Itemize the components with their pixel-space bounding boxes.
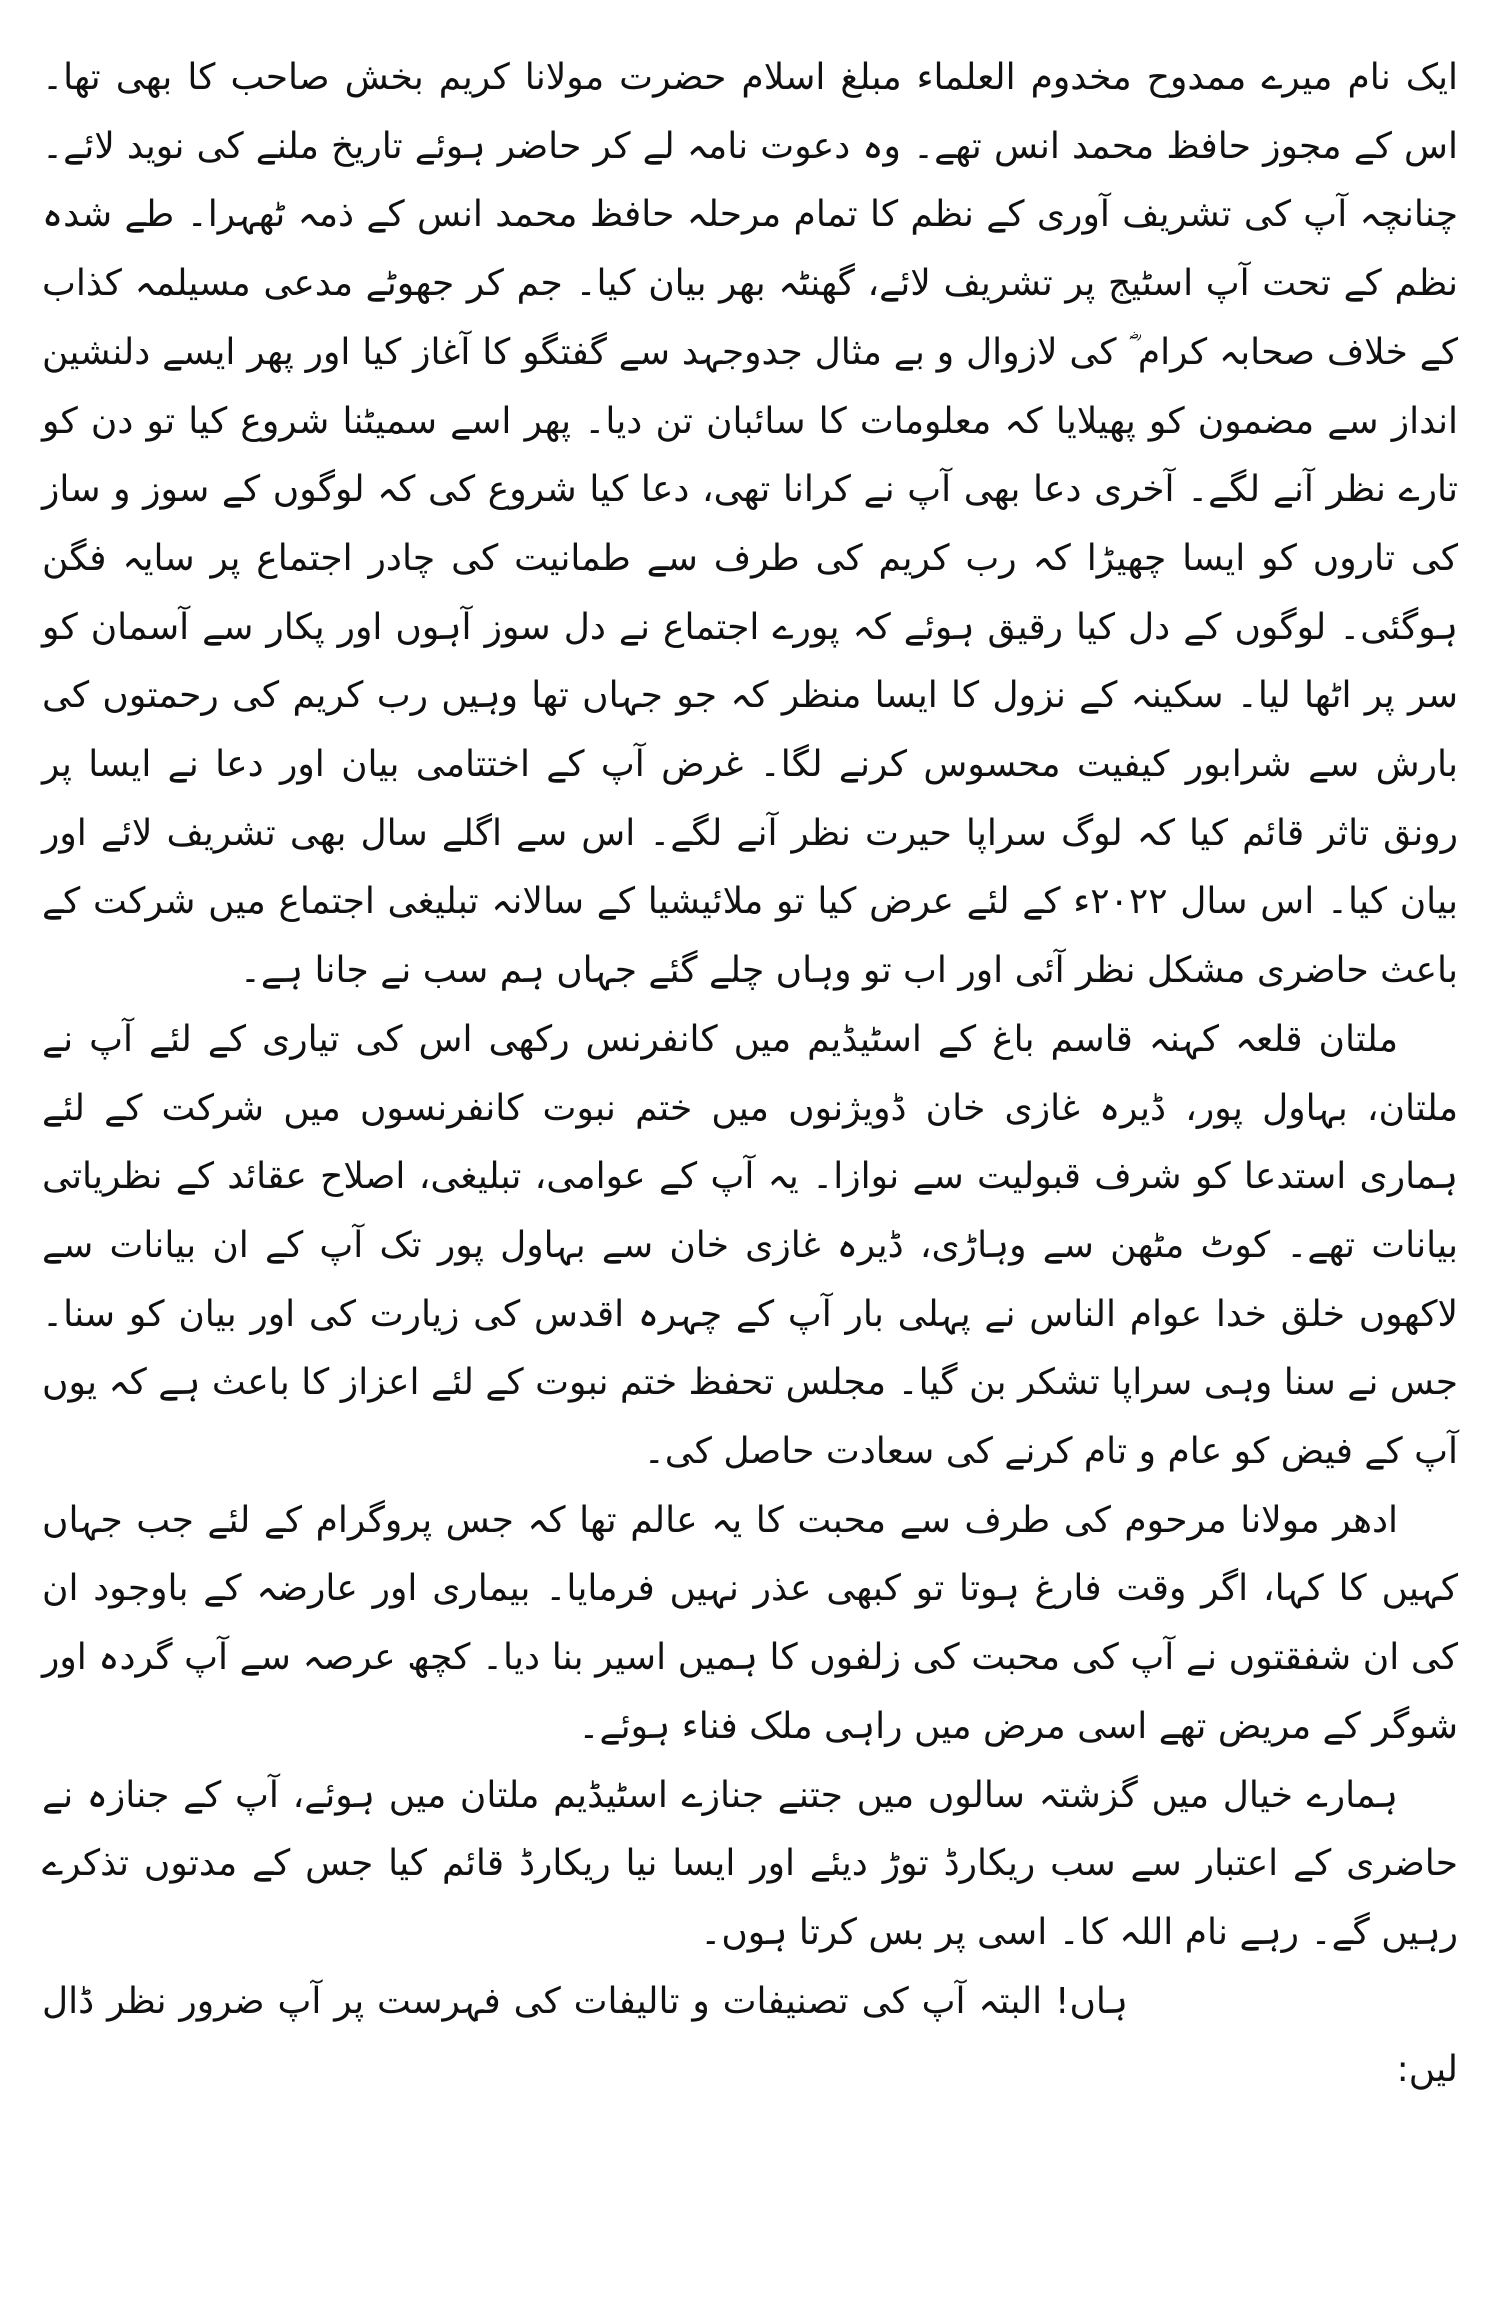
paragraph-works-list-intro: ہاں! البتہ آپ کی تصنیفات و تالیفات کی فہرست پر آپ ضرور نظر ڈال لیں: bbox=[42, 1980, 1458, 2091]
paragraph-affection: ادھر مولانا مرحوم کی طرف سے محبت کا یہ عالم تھا کہ جس پروگرام کے لئے جب جہاں کہیں کا کہا، اگر وقت فارغ ہوتا تو کبھی عذر نہیں فرمایا۔ بیماری اور عارضہ کے باوجود ان کی ان شفقتوں نے آپ کی محبت کی زلفوں کا ہمیں اسیر بنا دیا۔ کچھ عرصہ سے آپ گردہ اور شوگر کے مریض تھے اسی مرض میں راہی ملک فناء ہوئے۔ bbox=[42, 1499, 1458, 1747]
paragraph-funeral: ہمارے خیال میں گزشتہ سالوں میں جتنے جنازے اسٹیڈیم ملتان میں ہوئے، آپ کے جنازہ نے حاضری کے اعتبار سے سب ریکارڈ توڑ دیئے اور ایسا نیا ریکارڈ قائم کیا جس کے مدتوں تذکرے رہیں گے۔ رہے نام اللہ کا۔ اسی پر بس کرتا ہوں۔ bbox=[42, 1774, 1458, 1953]
paragraph-multan-conference: ملتان قلعہ کہنہ قاسم باغ کے اسٹیڈیم میں کانفرنس رکھی اس کی تیاری کے لئے آپ نے ملتان، بہاول پور، ڈیرہ غازی خان ڈویژنوں میں ختم نبوت کانفرنسوں میں شرکت کے لئے ہماری استدعا کو شرف قبولیت سے نوازا۔ یہ آپ کے عوامی، تبلیغی، اصلاح عقائد کے نظریاتی بیانات تھے۔ کوٹ مٹھن سے وہاڑی، ڈیرہ غازی خان سے بہاول پور تک آپ کے ان بیانات سے لاکھوں خلق خدا عوام الناس نے پہلی بار آپ کے چہرہ اقدس کی زیارت کی اور بیان کو سنا۔ جس نے سنا وہی سراپا تشکر بن گیا۔ مجلس تحفظ ختم نبوت کے لئے اعزاز کا باعث ہے کہ یوں آپ کے فیض کو عام و تام کرنے کی سعادت حاصل کی۔ bbox=[42, 1018, 1458, 1473]
paragraph-maulana-karim-bakhsh: ایک نام میرے ممدوح مخدوم العلماء مبلغ اسلام حضرت مولانا کریم بخش صاحب کا بھی تھا۔اس کے مجوز حافظ محمد انس تھے۔ وہ دعوت نامہ لے کر حاضر ہوئے تاریخ ملنے کی نوید لائے۔ چنانچہ آپ کی تشریف آوری کے نظم کا تمام مرحلہ حافظ محمد انس کے ذمہ ٹھہرا۔ طے شدہ نظم کے تحت آپ اسٹیج پر تشریف لائے، گھنٹہ بھر بیان کیا۔ جم کر جھوٹے مدعی مسیلمہ کذاب کے خلاف صحابہ کرام ؓ کی لازوال و بے مثال جدوجہد سے گفتگو کا آغاز کیا اور پھر ایسے دلنشین انداز سے مضمون کو پھیلایا کہ معلومات کا سائبان تن دیا۔ پھر اسے سمیٹنا شروع کیا تو دن کو تارے نظر آنے لگے۔ آخری دعا بھی آپ نے کرانا تھی، دعا کیا شروع کی کہ لوگوں کے سوز و ساز کی تاروں کو ایسا چھیڑا کہ رب کریم کی طرف سے طمانیت کی چادر اجتماع پر سایہ فگن ہوگئی۔ لوگوں کے دل کیا رقیق ہوئے کہ پورے اجتماع نے دل سوز آہوں اور پکار سے آسمان کو سر پر اٹھا لیا۔ سکینہ کے نزول کا ایسا منظر کہ جو جہاں تھا وہیں رب کریم کی رحمتوں کی بارش سے شرابور کیفیت محسوس کرنے لگا۔ غرض آپ کے اختتامی بیان اور دعا نے ایسا پر رونق تاثر قائم کیا کہ لوگ سراپا حیرت نظر آنے لگے۔ اس سے اگلے سال بھی تشریف لائے اور بیان کیا۔ اس سال ۲۰۲۲ء کے لئے عرض کیا تو ملائیشیا کے سالانہ تبلیغی اجتماع میں شرکت کے باعث حاضری مشکل نظر آئی اور اب تو وہاں چلے گئے جہاں ہم سب نے جانا ہے۔ bbox=[42, 57, 1458, 992]
